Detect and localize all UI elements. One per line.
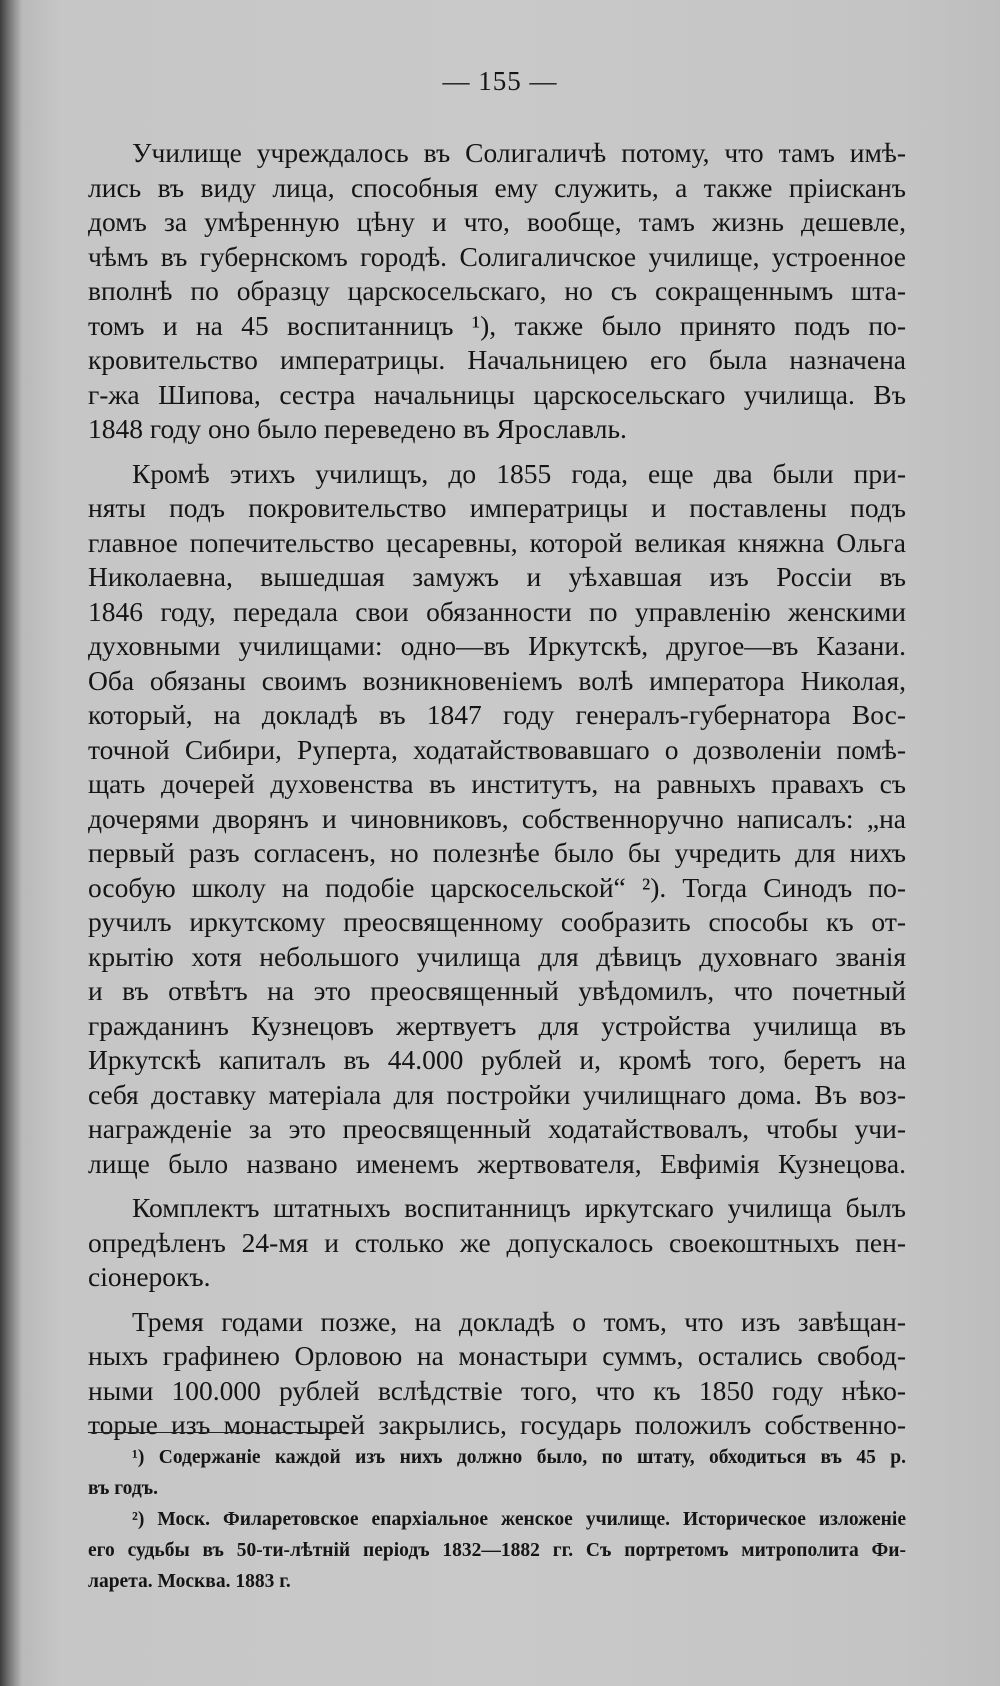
text-line: 1846 году, передала свои обязанности по управленiю женскими [88, 595, 906, 627]
text-line: лище было названо именемъ жертвователя, Евфимiя Кузнецова. [88, 1147, 906, 1179]
paragraph-gap [88, 1295, 906, 1305]
text-line: 1848 году оно было переведено въ Ярославль. [88, 413, 627, 444]
footnote-divider [88, 1432, 348, 1433]
text-line: первый разъ согласенъ, но полезнѣе было бы учредить для нихъ [88, 837, 906, 868]
text-line: томъ и на 45 воспитанницъ ¹), также было принято подъ по- [88, 309, 906, 341]
footnote-2 [88, 1504, 906, 1597]
text-line: лись въ виду лица, способныя ему служить, а также прiисканъ [88, 171, 906, 203]
paragraph-3 [88, 1191, 906, 1295]
text-line: сiонерокъ. [88, 1261, 211, 1292]
footnote-line: въ годъ. [88, 1478, 158, 1499]
body-text [88, 136, 906, 1443]
paragraph-gap [88, 1181, 906, 1191]
footnote-line: ларета. Москва. 1883 г. [88, 1571, 291, 1592]
text-line: Тремя годами позже, на докладѣ о томъ, что изъ завѣщан- [132, 1305, 906, 1337]
text-line: главное попечительство цесаревны, которой великая княжна Ольга [88, 526, 906, 558]
footnote-1 [88, 1442, 906, 1504]
text-line: ручилъ иркутскому преосвященному сообразить способы къ от- [88, 906, 906, 937]
text-line: няты подъ покровительство императрицы и поставлены подъ [88, 492, 906, 523]
text-line: крытiю хотя небольшого училища для дѣвицъ духовнаго званiя [88, 940, 906, 972]
text-line: щать дочерей духовенства въ институтъ, на равныхъ правахъ съ [88, 768, 906, 799]
text-line: Комплектъ штатныхъ воспитанницъ иркутскаго училища былъ [132, 1192, 906, 1223]
footnote-line: ²) Моск. Филаретовское епархiальное женское училище. Историческое изложенiе [132, 1509, 906, 1530]
text-line: опредѣленъ 24-мя и столько же допускалось своекоштныхъ пен- [88, 1226, 906, 1258]
paragraph-1 [88, 136, 906, 447]
text-line: который, на докладѣ въ 1847 году генералъ-губернатора Вос- [88, 699, 906, 730]
text-line: гражданинъ Кузнецовъ жертвуетъ для устройства училища въ [88, 1009, 906, 1041]
paragraph-4 [88, 1305, 906, 1443]
text-line: г-жа Шипова, сестра начальницы царскосельскаго училища. Въ [88, 378, 906, 410]
text-line: и въ отвѣтъ на это преосвященный увѣдомилъ, что почетный [88, 975, 906, 1006]
footnote-line: ¹) Содержанiе каждой изъ нихъ должно было, по штату, обходиться въ 45 р. [132, 1447, 906, 1468]
text-line: вполнѣ по образцу царскосельскаго, но съ сокращеннымъ шта- [88, 275, 906, 306]
text-line: Николаевна, вышедшая замужъ и уѣхавшая изъ Россiи въ [88, 561, 906, 592]
text-line: особую школу на подобiе царскосельской“ ²). Тогда Синодъ по- [88, 871, 906, 903]
text-line: домъ за умѣренную цѣну и что, вообще, тамъ жизнь дешевле, [88, 206, 906, 237]
text-line: ныхъ графинею Орловою на монастыри суммъ, остались свобод- [88, 1340, 906, 1371]
text-line: Оба обязаны своимъ возникновенiемъ волѣ императора Николая, [88, 664, 906, 696]
footnote-line: его судьбы въ 50-ти-лѣтнiй перiодъ 1832—1882 гг. Съ портретомъ митрополита Фи- [88, 1540, 906, 1561]
text-line: духовными училищами: одно—въ Иркутскѣ, другое—въ Казани. [88, 630, 906, 661]
text-line: торые изъ монастырей закрылись, государь положилъ собственно- [88, 1409, 906, 1440]
paragraph-2 [88, 457, 906, 1182]
footnotes [88, 1442, 906, 1597]
text-line: дочерями дворянъ и чиновниковъ, собственноручно написалъ: „на [88, 802, 906, 834]
text-line: себя доставку матерiала для постройки училищнаго дома. Въ воз- [88, 1078, 906, 1110]
text-line: кровительство императрицы. Начальницею его была назначена [88, 344, 906, 375]
text-line: точной Сибири, Руперта, ходатайствовавшаго о дозволенiи помѣ- [88, 733, 906, 765]
text-line: ными 100.000 рублей вслѣдствiе того, что къ 1850 году нѣко- [88, 1374, 906, 1406]
text-line: Кромѣ этихъ училищъ, до 1855 года, еще два были при- [132, 457, 906, 489]
text-line: Иркутскѣ капиталъ въ 44.000 рублей и, кромѣ того, беретъ на [88, 1044, 906, 1075]
page-number: — 155 — [442, 66, 558, 96]
paragraph-gap [88, 447, 906, 457]
text-line: награжденiе за это преосвященный ходатайствовалъ, чтобы учи- [88, 1113, 906, 1144]
text-line: Училище учреждалось въ Солигаличѣ потому, что тамъ имѣ- [132, 137, 906, 168]
text-line: чѣмъ въ губернскомъ городѣ. Солигаличское училище, устроенное [88, 240, 906, 272]
